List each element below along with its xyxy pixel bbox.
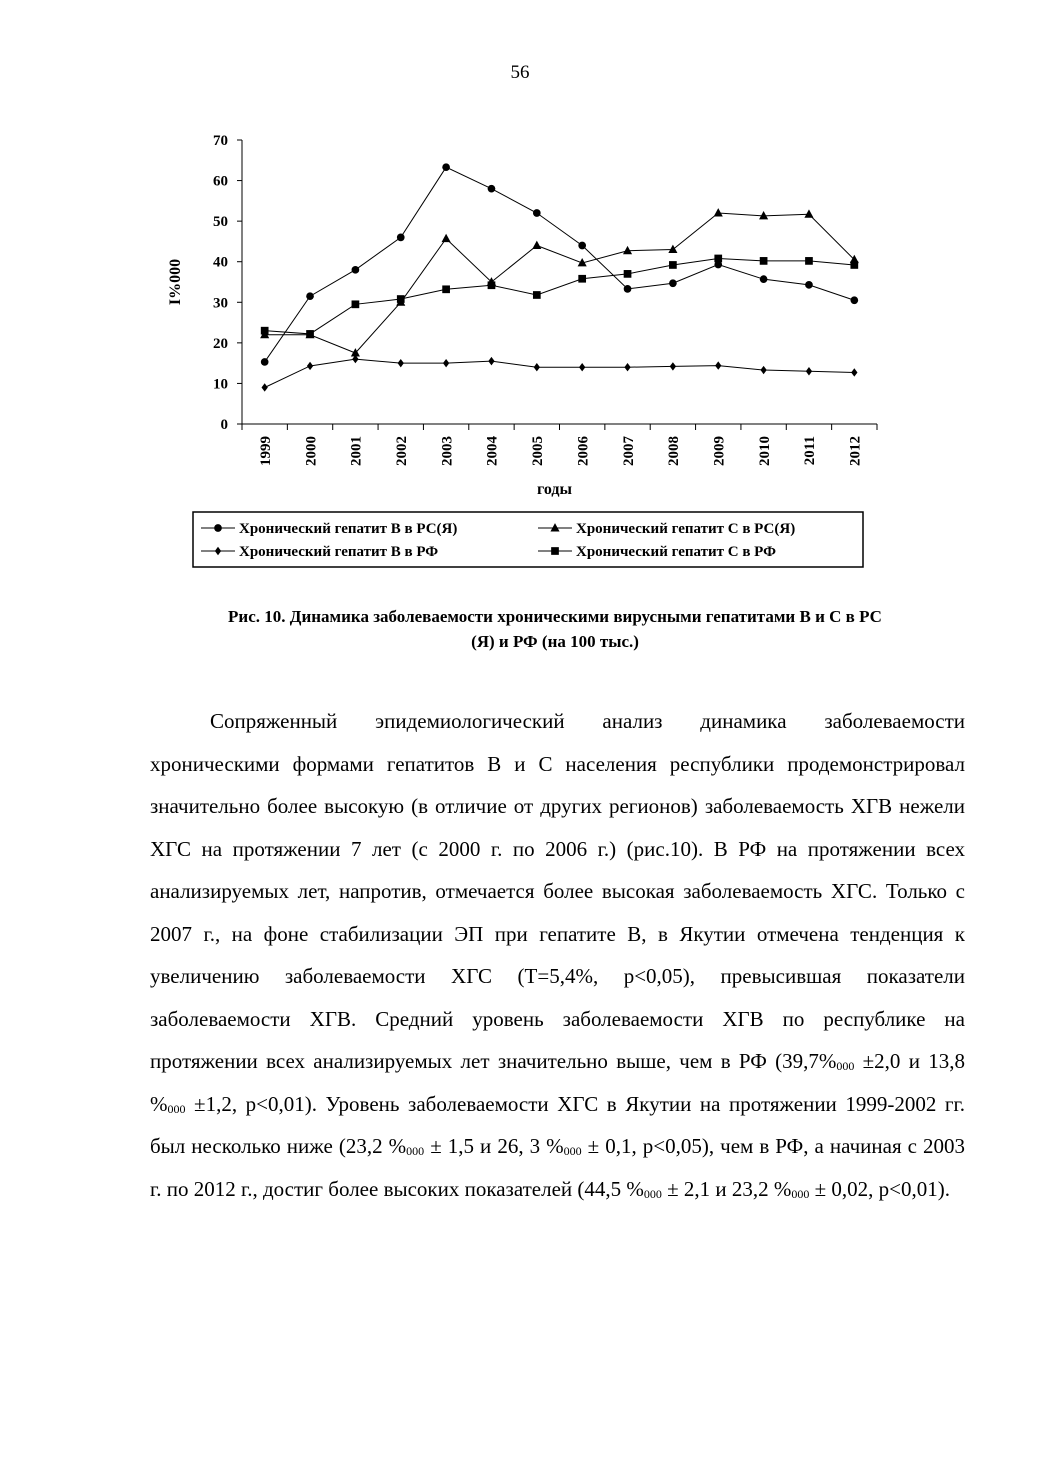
data-point <box>215 547 221 555</box>
data-point <box>715 361 721 369</box>
data-point <box>806 367 812 375</box>
x-tick-label: 2005 <box>530 436 547 466</box>
text-run: ± 0,1, р<0,05), чем в РФ, а начиная с 2003 г. по 2012 г., достиг более высоких показателей (44,5 % <box>150 1134 965 1201</box>
data-point <box>488 185 496 193</box>
y-tick-label: 60 <box>213 173 228 190</box>
series-line <box>265 213 855 353</box>
legend-label: Хронический гепатит В в РФ <box>239 544 439 560</box>
data-point <box>443 359 449 367</box>
data-point <box>307 362 313 370</box>
y-tick-label: 40 <box>213 254 228 271</box>
data-point <box>398 359 404 367</box>
data-point <box>550 523 559 531</box>
x-axis-label: годы <box>537 481 572 498</box>
data-point <box>669 279 677 287</box>
text-run: ± 0,02, р<0,01). <box>809 1176 951 1201</box>
data-point <box>533 209 541 217</box>
body-text <box>150 700 965 1210</box>
y-axis-label: I%000 <box>167 258 184 306</box>
caption-line-2: (Я) и РФ (на 100 тыс.) <box>471 632 639 651</box>
text-run: ±2,0 и 13,8 % <box>150 1049 965 1116</box>
data-point <box>397 295 405 303</box>
y-tick-label: 70 <box>213 133 228 149</box>
per-mille-subscript: 000 <box>791 1186 810 1201</box>
data-point <box>442 163 450 171</box>
data-point <box>261 358 269 366</box>
page-number: 56 <box>510 62 530 83</box>
y-tick-label: 50 <box>213 214 228 231</box>
per-mille-subscript: 000 <box>563 1144 582 1158</box>
data-point <box>623 246 632 254</box>
data-point <box>262 383 268 391</box>
data-point <box>760 275 768 283</box>
data-point <box>551 547 559 555</box>
text-run: ±1,2, р<0,01). Уровень заболеваемости ХГС в Якутии на протяжении 1999-2002 гг. был несколько ниже (23,2 % <box>150 1091 965 1158</box>
x-tick-label: 2001 <box>348 436 365 466</box>
data-point <box>670 362 676 370</box>
y-tick-label: 30 <box>213 295 228 312</box>
data-point <box>488 281 496 289</box>
data-point <box>534 363 540 371</box>
data-point <box>261 327 269 335</box>
data-point <box>532 241 541 249</box>
x-tick-label: 2000 <box>303 436 320 466</box>
text-run: ± 2,1 и 23,2 % <box>661 1176 792 1201</box>
per-mille-subscript: 000 <box>167 1101 186 1116</box>
data-point <box>805 257 813 265</box>
data-point <box>624 363 630 371</box>
data-point <box>488 357 494 365</box>
y-tick-label: 0 <box>220 417 228 433</box>
y-tick-label: 10 <box>213 376 228 393</box>
data-point <box>624 270 632 278</box>
text-run: ± 1,5 и 26, 3 % <box>424 1134 564 1158</box>
x-tick-label: 2003 <box>439 436 456 466</box>
data-point <box>352 300 360 308</box>
data-point <box>533 291 541 299</box>
data-point <box>442 234 451 242</box>
legend-label: Хронический гепатит С в РФ <box>576 544 776 560</box>
x-tick-label: 2008 <box>666 436 683 466</box>
x-tick-label: 2009 <box>711 436 728 466</box>
data-point <box>306 330 314 338</box>
data-point <box>214 524 222 532</box>
data-point <box>850 296 858 304</box>
caption-line-1: Рис. 10. Динамика заболеваемости хроническими вирусными гепатитами В и С в РС <box>228 607 882 626</box>
paragraph <box>150 700 965 1210</box>
data-point <box>714 208 723 216</box>
x-tick-label: 1999 <box>257 436 274 466</box>
series-line <box>265 359 855 387</box>
per-mille-subscript: 000 <box>643 1186 662 1201</box>
data-point <box>851 368 857 376</box>
data-point <box>760 366 766 374</box>
x-tick-label: 2007 <box>620 436 637 466</box>
x-tick-label: 2012 <box>847 436 864 466</box>
figure-caption <box>140 604 970 654</box>
per-mille-subscript: 000 <box>406 1144 425 1158</box>
data-point <box>805 281 813 289</box>
data-point <box>668 245 677 253</box>
text-run: Сопряженный эпидемиологический анализ динамика заболеваемости хроническими формами гепатитов В и С населения республики продемонстрировал значительно более высокую (в отличие от других регионов) заболеваемость ХГВ нежели ХГС на протяжении 7 лет (с 2000 г. по 2006 г.) (рис.10). В РФ на протяжении всех анализируемых лет, напротив, отмечается более высокая заболеваемость ХГС. Только с 2007 г., на фоне стабилизации ЭП при гепатите В, в Якутии отмечена тенденция к увеличению заболеваемости ХГС (Т=5,4%, р<0,05), превысившая показатели заболеваемости ХГВ. Средний уровень заболеваемости ХГВ по республике на протяжении всех анализируемых лет значительно выше, чем в РФ (39,7% <box>150 709 965 1073</box>
data-point <box>714 255 722 263</box>
x-tick-label: 2004 <box>484 436 501 466</box>
data-point <box>760 257 768 265</box>
data-point <box>578 242 586 250</box>
legend-label: Хронический гепатит С в РС(Я) <box>576 521 796 537</box>
data-point <box>669 261 677 269</box>
x-tick-label: 2002 <box>394 436 410 466</box>
data-point <box>352 266 360 274</box>
x-tick-label: 2006 <box>575 436 592 466</box>
data-point <box>397 234 405 242</box>
data-point <box>442 285 450 293</box>
data-point <box>624 285 632 293</box>
x-tick-label: 2011 <box>802 436 819 466</box>
y-tick-label: 20 <box>213 335 228 352</box>
data-point <box>306 292 314 300</box>
data-point <box>850 261 858 269</box>
per-mille-subscript: 000 <box>836 1059 855 1073</box>
data-point <box>579 363 585 371</box>
legend-label: Хронический гепатит В в РС(Я) <box>239 521 458 537</box>
x-tick-label: 2010 <box>756 436 773 466</box>
data-point <box>578 275 586 283</box>
data-point <box>804 209 813 217</box>
line-chart <box>150 118 890 578</box>
